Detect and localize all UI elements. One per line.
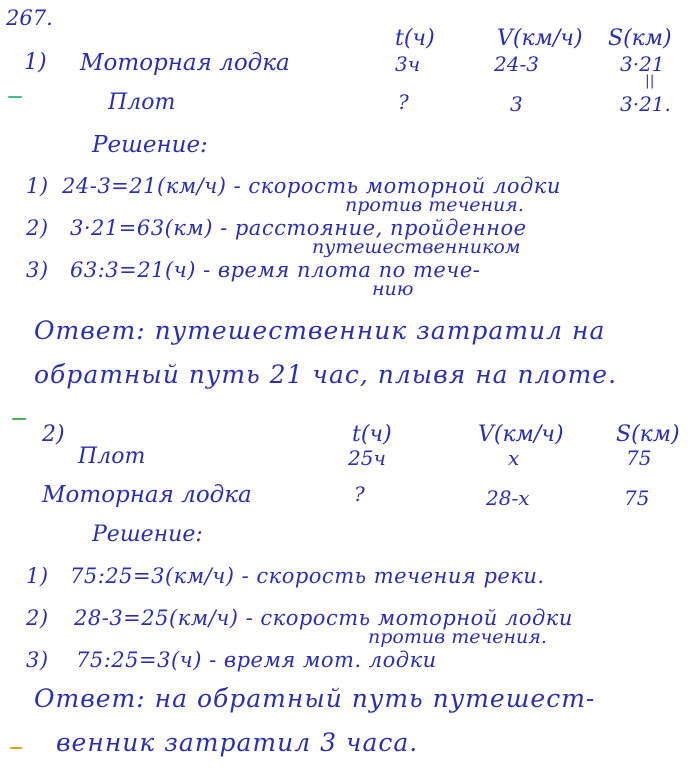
part2-step2-text: 28-3=25(км/ч) - скорость моторной лодки: [74, 606, 573, 630]
part2-step3-num: 3): [26, 648, 49, 672]
margin-mark: [12, 418, 26, 420]
part2-answer-line2: венник затратил 3 часа.: [56, 728, 419, 757]
part1-step2-cont: путешественником: [312, 236, 521, 258]
part1-row2-name: Плот: [108, 90, 176, 115]
part1-number: 1): [24, 50, 47, 75]
part1-row2-s: 3·21.: [620, 92, 671, 116]
part1-answer-line1: Ответ: путешественник затратил на: [34, 316, 606, 345]
part1-solution-label: Решение:: [92, 132, 208, 158]
part1-step1-num: 1): [26, 174, 49, 198]
part2-row1-s: 75: [626, 446, 652, 470]
part1-step1-text: 24-3=21(км/ч) - скорость моторной лодки: [62, 174, 561, 198]
part1-step1-cont: против течения.: [345, 194, 524, 216]
part1-row2-t: ?: [398, 90, 409, 114]
part2-row2-t: ?: [354, 482, 365, 506]
part2-row1-name: Плот: [78, 444, 146, 469]
part1-row2-v: 3: [510, 92, 523, 116]
part1-answer-line2: обратный путь 21 час, плывя на плоте.: [34, 360, 618, 389]
part1-header-t: t(ч): [395, 26, 435, 51]
part2-header-t: t(ч): [352, 422, 392, 447]
part2-step2-num: 2): [26, 606, 49, 630]
part2-header-s: S(км): [616, 422, 680, 447]
part2-answer-line1: Ответ: на обратный путь путешест-: [34, 684, 596, 713]
part2-row1-t: 25ч: [348, 446, 386, 470]
part2-step3-text: 75:25=3(ч) - время мот. лодки: [76, 648, 437, 672]
part2-number: 2): [42, 422, 65, 447]
part1-step3-num: 3): [26, 258, 49, 282]
part1-header-s: S(км): [608, 26, 672, 51]
part2-header-v: V(км/ч): [478, 422, 564, 447]
part1-row1-name: Моторная лодка: [80, 50, 290, 76]
part2-step1-text: 75:25=3(км/ч) - скорость течения реки.: [70, 564, 545, 588]
margin-mark: [8, 96, 22, 98]
part2-step1-num: 1): [26, 564, 49, 588]
part1-row1-t: 3ч: [395, 52, 421, 76]
part1-row1-s: 3·21: [620, 52, 665, 76]
part2-solution-label: Решение:: [92, 522, 203, 547]
margin-mark: [10, 747, 22, 749]
part2-row1-v: x: [508, 446, 520, 470]
part1-step2-text: 3·21=63(км) - расстояние, пройденное: [70, 216, 527, 240]
part1-header-v: V(км/ч): [497, 26, 583, 51]
problem-number: 267.: [6, 6, 53, 30]
part1-step3-cont: нию: [372, 278, 414, 300]
part2-step2-cont: против течения.: [368, 626, 547, 648]
part1-step3-text: 63:3=21(ч) - время плота по тече-: [70, 258, 481, 282]
part1-step2-num: 2): [26, 216, 49, 240]
part1-equal-mark: ||: [645, 73, 655, 89]
part2-row2-name: Моторная лодка: [42, 482, 252, 508]
part1-row1-v: 24-3: [494, 52, 539, 76]
part2-row2-s: 75: [624, 486, 650, 510]
part2-row2-v: 28-x: [486, 486, 530, 510]
